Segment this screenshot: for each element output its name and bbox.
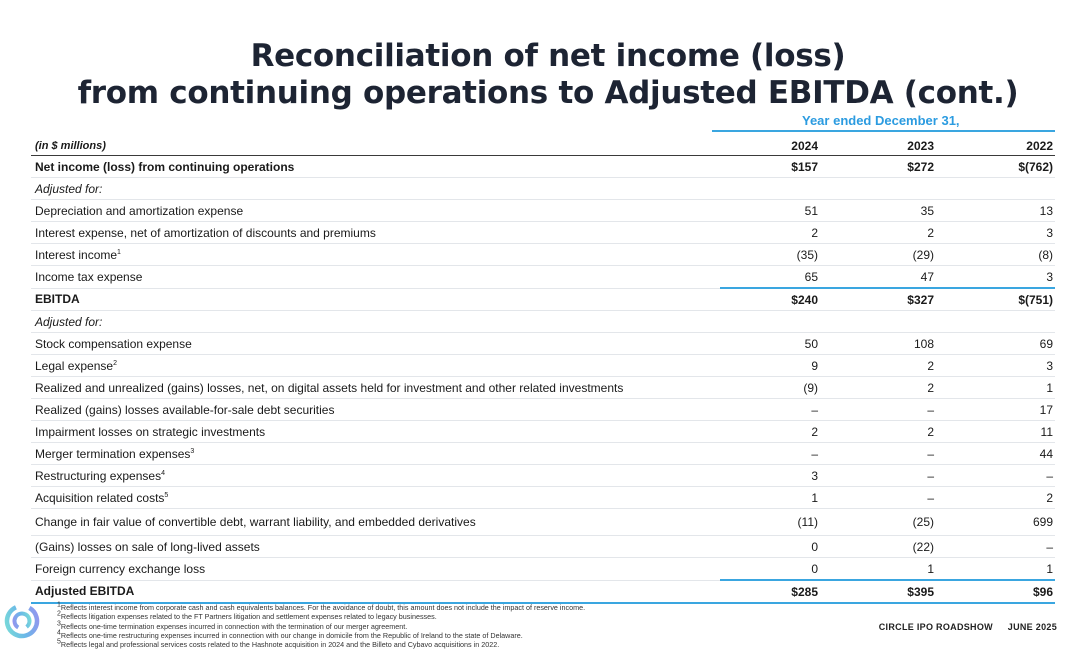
cell-2022: 11 (936, 421, 1055, 443)
footnote-text: Reflects litigation expenses related to the FT Partners litigation and settlement expenses related to legacy businesses. (60, 612, 437, 622)
cell-2024 (720, 178, 820, 200)
row-label-text: Adjusted for: (35, 181, 103, 196)
table-row (31, 580, 1055, 603)
table-row (31, 558, 1055, 581)
row-label (31, 222, 720, 244)
row-label-text: (Gains) losses on sale of long-lived assets (35, 539, 260, 554)
column-header-2024: 2024 (720, 137, 820, 156)
cell-2024: 3 (720, 465, 820, 487)
table-row (31, 355, 1055, 377)
footnote-marker: 3 (190, 447, 195, 455)
cell-2023: 47 (820, 266, 936, 289)
table-row (31, 443, 1055, 465)
cell-2022: 13 (936, 200, 1055, 222)
table-row (31, 487, 1055, 509)
footnotes (57, 603, 757, 649)
footnote (57, 603, 757, 612)
footnote-text: Reflects legal and professional services costs related to the Hashnote acquisition in 2024 and the Billeto and Cybavo acquisitions in 2022. (60, 640, 500, 650)
row-label-text: Restructuring expenses (35, 468, 162, 483)
cell-2022: 1 (936, 558, 1055, 581)
cell-2023: 35 (820, 200, 936, 222)
row-label (31, 580, 720, 603)
table-row (31, 536, 1055, 558)
footer-date: JUNE 2025 (1007, 622, 1057, 632)
column-header-2023: 2023 (820, 137, 936, 156)
footnote-text: Reflects one-time termination expenses incurred in connection with the termination of our merger agreement. (60, 621, 408, 631)
row-label-text: Net income (loss) from continuing operations (35, 159, 295, 174)
cell-2022: 17 (936, 399, 1055, 421)
circle-logo (4, 603, 40, 639)
footnote-number: 2 (57, 610, 61, 618)
cell-2024: $157 (720, 156, 820, 178)
table-row (31, 333, 1055, 355)
unit-label: (in $ millions) (31, 137, 720, 156)
cell-2022: 699 (936, 509, 1055, 536)
table-row (31, 288, 1055, 311)
table-row (31, 222, 1055, 244)
footnote (57, 631, 757, 640)
footer (879, 622, 1057, 632)
cell-2022: – (936, 465, 1055, 487)
title-line-2: from continuing operations to Adjusted EBITDA (cont.) (77, 75, 1019, 111)
cell-2022 (936, 178, 1055, 200)
footnote-text: Reflects one-time restructuring expenses incurred in connection with our change in domicile from the Republic of Ireland to the state of Delaware. (60, 630, 523, 640)
cell-2024: 50 (720, 333, 820, 355)
cell-2022: $(762) (936, 156, 1055, 178)
cell-2023: – (820, 487, 936, 509)
table-row (31, 465, 1055, 487)
row-label-text: Interest income (35, 247, 118, 262)
row-label-text: Realized (gains) losses available-for-sale debt securities (35, 402, 335, 417)
row-label (31, 355, 720, 377)
footnote-marker: 1 (117, 248, 121, 256)
footnote-number: 1 (57, 601, 61, 609)
row-label (31, 443, 720, 465)
row-label (31, 399, 720, 421)
cell-2022: – (936, 536, 1055, 558)
footnote-number: 5 (57, 638, 61, 646)
table-row (31, 311, 1055, 333)
table-header-row (31, 137, 1055, 156)
row-label (31, 421, 720, 443)
cell-2024: 2 (720, 222, 820, 244)
row-label-text: Interest expense, net of amortization of discounts and premiums (35, 225, 376, 240)
cell-2023: 1 (820, 558, 936, 581)
table-row (31, 399, 1055, 421)
row-label (31, 509, 720, 536)
row-label-text: Stock compensation expense (35, 336, 192, 351)
row-label-text: Depreciation and amortization expense (35, 203, 244, 218)
column-header-2022: 2022 (936, 137, 1055, 156)
cell-2024: (35) (720, 244, 820, 266)
cell-2022: $96 (936, 580, 1055, 603)
row-label-text: Change in fair value of convertible debt, warrant liability, and embedded derivatives (35, 515, 476, 529)
cell-2022: 69 (936, 333, 1055, 355)
row-label-text: Adjusted EBITDA (35, 584, 135, 599)
table-row (31, 421, 1055, 443)
cell-2023: $272 (820, 156, 936, 178)
table-row (31, 377, 1055, 399)
cell-2023: – (820, 465, 936, 487)
period-header-label: Year ended December 31, (802, 113, 960, 128)
cell-2023: (29) (820, 244, 936, 266)
footnote-marker: 4 (161, 469, 165, 477)
reconciliation-table (31, 137, 1055, 604)
cell-2024: 2 (720, 421, 820, 443)
row-label (31, 487, 720, 509)
cell-2024: $240 (720, 288, 820, 311)
row-label (31, 200, 720, 222)
cell-2023 (820, 311, 936, 333)
cell-2024: 9 (720, 355, 820, 377)
cell-2022: 44 (936, 443, 1055, 465)
cell-2023: 2 (820, 355, 936, 377)
cell-2022: $(751) (936, 288, 1055, 311)
table-row (31, 266, 1055, 289)
cell-2024: $285 (720, 580, 820, 603)
table-row (31, 178, 1055, 200)
cell-2024: 0 (720, 536, 820, 558)
cell-2022: 2 (936, 487, 1055, 509)
cell-2023 (820, 178, 936, 200)
row-label (31, 311, 720, 333)
cell-2023: 108 (820, 333, 936, 355)
cell-2023: 2 (820, 377, 936, 399)
footnote-number: 3 (57, 620, 61, 628)
row-label (31, 536, 720, 558)
table-row (31, 509, 1055, 536)
row-label-text: Income tax expense (35, 269, 143, 284)
page-title (0, 38, 1080, 112)
footer-roadshow: CIRCLE IPO ROADSHOW (878, 622, 993, 632)
cell-2022: 3 (936, 266, 1055, 289)
cell-2023: 2 (820, 421, 936, 443)
footnote (57, 622, 757, 631)
cell-2024: (11) (720, 509, 820, 536)
table-row (31, 200, 1055, 222)
row-label (31, 558, 720, 581)
row-label (31, 288, 720, 311)
cell-2024: 51 (720, 200, 820, 222)
row-label-text: Merger termination expenses (35, 446, 191, 461)
row-label (31, 178, 720, 200)
cell-2022: (8) (936, 244, 1055, 266)
footnote-text: Reflects interest income from corporate cash and cash equivalents balances. For the avoidance of doubt, this amount does not include the impact of reserve income. (60, 603, 586, 612)
row-label (31, 333, 720, 355)
footnote (57, 640, 757, 649)
table-row (31, 244, 1055, 266)
footnote-marker: 2 (113, 359, 117, 367)
cell-2023: – (820, 443, 936, 465)
footnote-number: 4 (57, 629, 61, 637)
row-label (31, 244, 720, 266)
cell-2022: 1 (936, 377, 1055, 399)
cell-2023: (22) (820, 536, 936, 558)
row-label (31, 156, 720, 178)
cell-2023: $327 (820, 288, 936, 311)
cell-2023: – (820, 399, 936, 421)
cell-2024: 65 (720, 266, 820, 289)
row-label-text: Adjusted for: (35, 314, 103, 329)
cell-2023: 2 (820, 222, 936, 244)
row-label-text: Legal expense (35, 358, 114, 373)
cell-2022: 3 (936, 222, 1055, 244)
cell-2024: – (720, 399, 820, 421)
row-label-text: Realized and unrealized (gains) losses, net, on digital assets held for investment and other related investments (35, 380, 624, 395)
cell-2023: (25) (820, 509, 936, 536)
row-label-text: Acquisition related costs (35, 490, 165, 505)
title-line-1: Reconciliation of net income (loss) (250, 38, 846, 74)
footnote (57, 612, 757, 621)
cell-2022 (936, 311, 1055, 333)
cell-2024 (720, 311, 820, 333)
row-label (31, 465, 720, 487)
footnote-marker: 5 (164, 491, 169, 499)
cell-2024: 0 (720, 558, 820, 581)
row-label (31, 377, 720, 399)
cell-2024: 1 (720, 487, 820, 509)
cell-2024: (9) (720, 377, 820, 399)
row-label (31, 266, 720, 289)
table-row (31, 156, 1055, 178)
cell-2023: $395 (820, 580, 936, 603)
row-label-text: EBITDA (35, 292, 80, 307)
cell-2022: 3 (936, 355, 1055, 377)
row-label-text: Impairment losses on strategic investments (35, 424, 266, 439)
row-label-text: Foreign currency exchange loss (35, 561, 206, 576)
period-header (712, 113, 1055, 132)
cell-2024: – (720, 443, 820, 465)
